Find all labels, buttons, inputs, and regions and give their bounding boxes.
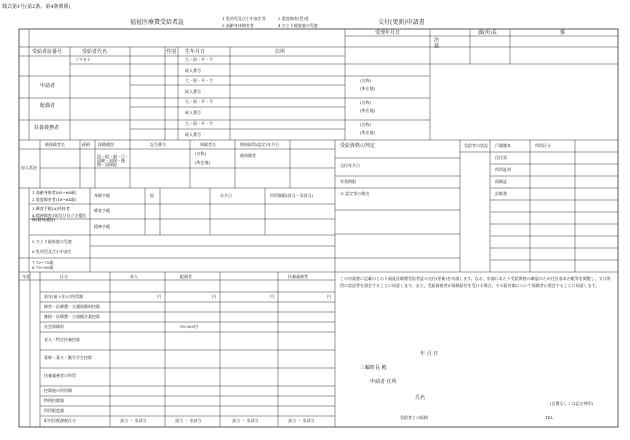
- check-item-4[interactable]: 保険証: [495, 179, 507, 184]
- income-check[interactable]: 所得制限(該当・非該当): [270, 193, 314, 198]
- grade-label-1: 級: [150, 193, 154, 198]
- ins-header-type: 保険種別: [98, 142, 114, 147]
- era-row-2[interactable]: 大・昭・平・令: [185, 78, 213, 83]
- check-item-2[interactable]: 住民票: [495, 155, 507, 160]
- elig-row-6[interactable]: 6 乳幼児及び小中高生: [32, 249, 72, 254]
- type-option-1[interactable]: 1 乳幼児及び小中高生等: [222, 16, 266, 21]
- income-row-6: 寡婦・寡夫・勤労学生控除: [44, 355, 92, 360]
- type-option-2[interactable]: 2 重度障害(児)者: [278, 16, 309, 21]
- income-year-label: 年度: [22, 274, 30, 279]
- declarant-address-label: 申請者 住所: [370, 379, 397, 385]
- elig-row-2[interactable]: 2 重度障害者(18~64歳): [32, 197, 77, 202]
- receipt-date-label: 受理年月日: [375, 30, 401, 36]
- ins-holder-label: 被保険者: [240, 153, 256, 158]
- recipient-name-label: 受給者氏名: [82, 49, 108, 55]
- tel-label: TEL: [545, 415, 554, 420]
- ins-header-date: 資格取得(認定)年月日: [240, 142, 280, 147]
- amount-spouse: 円: [212, 294, 216, 299]
- kind-row-2: 続人番号: [185, 89, 201, 94]
- date-label-1: 年月日: [220, 193, 232, 198]
- guardian-label: 扶養義務者: [34, 125, 60, 131]
- ins-status-label: 加入状況: [21, 165, 37, 170]
- income-header-4: 扶養義務者: [288, 274, 308, 279]
- elig-row-3[interactable]: 3 療育手帳(A)所持者: [32, 206, 70, 211]
- check-item-5[interactable]: 診断書: [495, 191, 507, 196]
- mayor-label: 三輪町長 殿: [360, 365, 387, 371]
- elig-row-8[interactable]: 8 75~80歳: [32, 265, 54, 270]
- employer-address-2: (所在地): [360, 108, 376, 113]
- employer-name-3: (名称): [360, 122, 372, 127]
- section-label: 係: [560, 30, 566, 36]
- gender-label: 性別: [166, 49, 177, 55]
- check-item-1[interactable]: 戸籍謄本: [495, 143, 511, 148]
- type-option-4[interactable]: 4 ひとり親家庭の児童: [278, 23, 318, 28]
- tax-judge-4[interactable]: 該当 ・ 非該当: [288, 418, 315, 423]
- elig-row-5[interactable]: 5 ひとり親家庭の児童: [32, 239, 72, 244]
- declarant-name-label: 氏名: [415, 395, 426, 401]
- employer-name-2: (名称): [360, 100, 372, 105]
- amount-self: 円: [157, 294, 161, 299]
- handbook-3: 精神手帳: [94, 224, 110, 229]
- income-row-11: 町村民税課税区分: [44, 418, 76, 423]
- type-option-3[interactable]: 3 高齢身体障害者: [222, 23, 254, 28]
- check-item-3[interactable]: 所得証明: [495, 167, 511, 172]
- employer-address-1: (所在地): [360, 86, 376, 91]
- chief-label: 課(所)長: [478, 30, 497, 36]
- income-header-1: 区分: [60, 274, 68, 279]
- income-row-4: 社会保険料: [44, 324, 64, 329]
- income-row-3: 雑損・医療費・小規模企業控除: [44, 314, 100, 319]
- income-row-2: 障害・医療費・介護保険料控除: [44, 304, 100, 309]
- income-row-7: 扶養義務者の所得: [44, 373, 76, 378]
- era-row-1[interactable]: 大・昭・平・令: [185, 57, 213, 62]
- kind-row-1: 続人番号: [185, 68, 201, 73]
- decision-label: 決裁: [433, 37, 439, 49]
- kind-row-3: 続人番号: [185, 110, 201, 115]
- income-row-5: 老人・特定扶養控除: [44, 337, 80, 342]
- tax-judge-2[interactable]: 該当 ・ 非該当: [175, 418, 202, 423]
- era-row-4[interactable]: 大・昭・平・令: [185, 121, 213, 126]
- applicant-label: 申請者: [40, 83, 56, 89]
- elig-row-7[interactable]: 7 72~75歳: [32, 260, 54, 265]
- elig-row-4[interactable]: 4 精神障害1級及び自立支援医療(精神通院): [32, 213, 87, 222]
- ins-location-label: (所在地): [195, 160, 211, 165]
- handbook-2: 療育手帳: [94, 208, 110, 213]
- ins-header-insurer: 保険者名: [200, 142, 216, 147]
- spouse-label: 配偶者: [40, 103, 56, 109]
- income-header-2: 本人: [130, 274, 138, 279]
- approval-label: 受給資格の判定: [340, 143, 376, 149]
- status-label: 受給者の状況: [464, 143, 488, 148]
- income-class-label: 所得区分: [535, 143, 551, 148]
- reason-notes-label: ※ 認定等の理由: [340, 191, 370, 196]
- declaration-text: この申請書に記載のとおり福祉医療費受給者証の交付(更新)を申請します。なお、申請にあたり受給資格の確認のため住民基本台帳等を閲覧し、又は所得の状況等を照会することに同意します。また、受給資格者が保険給付を受ける場合、その給付額について保険者に照会することに同意します。: [340, 276, 611, 288]
- income-row-1: 前年(前々年)の所得額: [44, 294, 84, 299]
- ins-name-label: (名称): [195, 151, 207, 156]
- address-label: 住所: [275, 49, 286, 55]
- office-title: 交付(更新)申請書: [378, 19, 425, 26]
- era-row-3[interactable]: 大・昭・平・令: [185, 99, 213, 104]
- income-header-3: 配偶者: [180, 274, 192, 279]
- declaration-date[interactable]: 年 月 日: [420, 351, 439, 357]
- birth-label: 生年月日: [185, 49, 206, 55]
- expiry-label: 有効期限: [340, 179, 356, 184]
- income-row-8: 控除後の所得額: [44, 388, 72, 393]
- amount-extra: 円: [327, 294, 331, 299]
- employer-name-1: (名称): [360, 78, 372, 83]
- ins-header-relation: 続柄: [82, 142, 90, 147]
- furigana-label: フリガナ: [75, 57, 91, 62]
- recipient-code-label: 受給者証番号: [32, 49, 63, 55]
- handbook-1: 身障手帳: [94, 193, 110, 198]
- kind-row-4: 続人番号: [185, 132, 201, 137]
- income-row-9: 特例控除額: [44, 398, 64, 403]
- employer-address-3: (所在地): [360, 130, 376, 135]
- ins-type-options[interactable]: 国・組・船・日・国健・国保・後期・国保組: [97, 154, 129, 167]
- tax-judge-1[interactable]: 該当 ・ 非該当: [120, 418, 147, 423]
- elig-row-1[interactable]: 1 高齢身障者(65~68歳): [32, 190, 77, 195]
- relation-label: 受給者との続柄: [400, 415, 428, 420]
- tax-judge-3[interactable]: 該当 ・ 非該当: [232, 418, 259, 423]
- form-title: 福祉医療費受給者証: [130, 19, 185, 26]
- yen-total: 90,000円: [180, 324, 198, 329]
- ins-header-name: 被保険者名: [45, 142, 65, 147]
- income-row-10: 所得限度額: [44, 408, 64, 413]
- issue-date-label: 交付年月日: [340, 163, 360, 168]
- seal-note: (自署もしくは記名押印): [550, 401, 594, 406]
- form-number: 様式第1号(第2条、第4条関係): [2, 4, 71, 10]
- ins-header-number: 記号番号: [150, 142, 166, 147]
- amount-guardian: 円: [270, 294, 274, 299]
